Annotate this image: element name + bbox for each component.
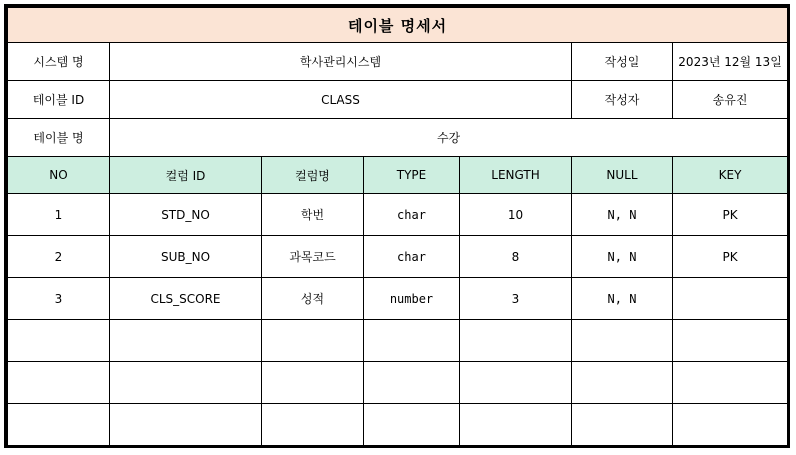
cell-type [364, 362, 460, 404]
cell-column-name: 과목코드 [262, 236, 364, 278]
table-row [8, 194, 788, 236]
spec-sheet [4, 4, 790, 448]
cell-null [572, 320, 673, 362]
table-row [8, 278, 788, 320]
table-row [8, 320, 788, 362]
cell-null: N, N [572, 194, 673, 236]
cell-column-name [262, 404, 364, 446]
column-header-null: NULL [572, 157, 673, 194]
cell-column-id: CLS_SCORE [110, 278, 262, 320]
cell-length: 8 [460, 236, 572, 278]
cell-column-id [110, 320, 262, 362]
cell-length [460, 362, 572, 404]
cell-key [673, 362, 788, 404]
spec-table [7, 7, 788, 446]
table-row [8, 236, 788, 278]
cell-no: 2 [8, 236, 110, 278]
cell-column-name [262, 320, 364, 362]
column-header-id: 컬럼 ID [110, 157, 262, 194]
cell-type: number [364, 278, 460, 320]
system-value: 학사관리시스템 [110, 43, 572, 81]
date-value: 2023년 12월 13일 [673, 43, 788, 81]
table-row [8, 362, 788, 404]
cell-column-id: STD_NO [110, 194, 262, 236]
page-title: 테이블 명세서 [8, 8, 788, 43]
cell-null: N, N [572, 278, 673, 320]
cell-key [673, 278, 788, 320]
cell-no [8, 404, 110, 446]
cell-no [8, 362, 110, 404]
author-label: 작성자 [572, 81, 673, 119]
author-value: 송유진 [673, 81, 788, 119]
column-header-no: NO [8, 157, 110, 194]
cell-column-name [262, 362, 364, 404]
cell-length: 10 [460, 194, 572, 236]
cell-key [673, 320, 788, 362]
table-name-label: 테이블 명 [8, 119, 110, 157]
cell-column-id [110, 362, 262, 404]
system-label: 시스템 명 [8, 43, 110, 81]
column-header-length: LENGTH [460, 157, 572, 194]
cell-type [364, 404, 460, 446]
cell-null [572, 404, 673, 446]
cell-no: 3 [8, 278, 110, 320]
cell-type: char [364, 236, 460, 278]
column-header-name: 컬럼명 [262, 157, 364, 194]
cell-type: char [364, 194, 460, 236]
cell-length: 3 [460, 278, 572, 320]
date-label: 작성일 [572, 43, 673, 81]
cell-no [8, 320, 110, 362]
cell-column-id: SUB_NO [110, 236, 262, 278]
cell-column-name: 학번 [262, 194, 364, 236]
table-row [8, 404, 788, 446]
cell-null [572, 362, 673, 404]
cell-length [460, 320, 572, 362]
cell-column-name: 성적 [262, 278, 364, 320]
cell-key: PK [673, 236, 788, 278]
table-name-value: 수강 [110, 119, 788, 157]
cell-column-id [110, 404, 262, 446]
cell-null: N, N [572, 236, 673, 278]
cell-key [673, 404, 788, 446]
cell-no: 1 [8, 194, 110, 236]
cell-key: PK [673, 194, 788, 236]
column-header-key: KEY [673, 157, 788, 194]
column-header-type: TYPE [364, 157, 460, 194]
table-id-value: CLASS [110, 81, 572, 119]
cell-length [460, 404, 572, 446]
table-id-label: 테이블 ID [8, 81, 110, 119]
cell-type [364, 320, 460, 362]
